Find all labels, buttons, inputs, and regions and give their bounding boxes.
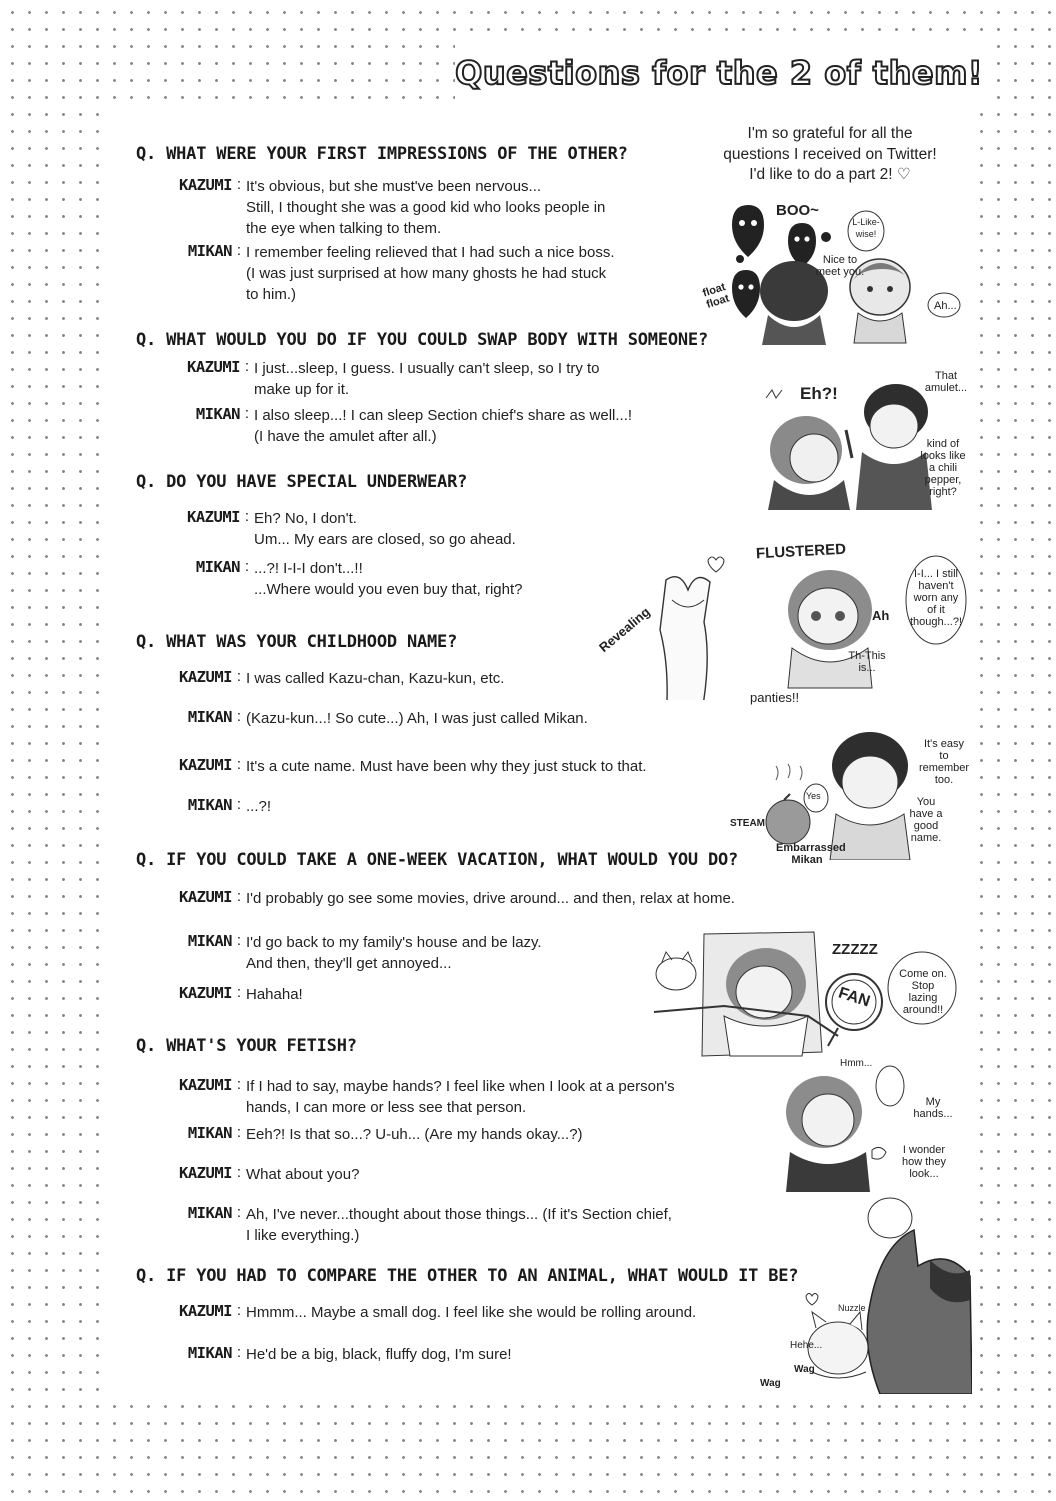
answer-text bbox=[246, 708, 588, 729]
sfx-text: BOO~ bbox=[776, 202, 819, 219]
answer-line: If I had to say, maybe hands? I feel like when I look at a person's bbox=[246, 1078, 675, 1095]
answer-text bbox=[246, 668, 504, 689]
colon-separator: : bbox=[236, 708, 242, 725]
colon-separator: : bbox=[236, 1164, 242, 1181]
question-6: Q. WHAT'S YOUR FETISH? bbox=[136, 1036, 357, 1056]
answer-line: I like everything.) bbox=[246, 1227, 360, 1244]
thought-bubble bbox=[876, 1066, 904, 1106]
answer-row bbox=[160, 756, 647, 777]
intro-line: questions I received on Twitter! bbox=[723, 145, 937, 163]
hand-drawing bbox=[872, 1147, 886, 1159]
speaker-label: MIKAN bbox=[187, 242, 232, 260]
answer-line: Hmmm... Maybe a small dog. I feel like she would be rolling around. bbox=[246, 1304, 697, 1321]
sfx-text: My hands... bbox=[913, 1096, 953, 1120]
colon-separator: : bbox=[236, 1076, 242, 1093]
answer-row bbox=[160, 1302, 696, 1323]
colon-separator: : bbox=[236, 1204, 242, 1221]
answer-row bbox=[168, 405, 632, 447]
orange-icon bbox=[766, 794, 810, 844]
sfx-text: kind of looks like a chili pepper, right? bbox=[920, 438, 966, 498]
mikan-chibi bbox=[786, 1076, 870, 1192]
thought-bubble bbox=[868, 1198, 912, 1238]
answer-text bbox=[246, 1302, 696, 1323]
speaker-label: KAZUMI bbox=[179, 1164, 232, 1182]
answer-line: Um... My ears are closed, so go ahead. bbox=[254, 531, 516, 548]
speaker-label: MIKAN bbox=[187, 1344, 232, 1362]
sfx-text: Nice to meet you. bbox=[815, 254, 865, 278]
sfx-text: ZZZZZ bbox=[832, 941, 878, 958]
sfx-text: I wonder how they look... bbox=[901, 1144, 947, 1180]
answer-line: I just...sleep, I guess. I usually can't sleep, so I try to bbox=[254, 360, 600, 377]
colon-separator: : bbox=[236, 1124, 242, 1141]
speaker-label: KAZUMI bbox=[179, 176, 232, 194]
answer-line: What about you? bbox=[246, 1166, 360, 1183]
answer-text bbox=[254, 358, 600, 400]
answer-text bbox=[254, 558, 522, 600]
speaker-label: KAZUMI bbox=[187, 508, 240, 526]
answer-line: Eh? No, I don't. bbox=[254, 510, 357, 527]
answer-line: I was called Kazu-chan, Kazu-kun, etc. bbox=[246, 670, 505, 687]
speaker-label: MIKAN bbox=[187, 708, 232, 726]
sfx-text: Nuzzle bbox=[838, 1303, 866, 1313]
sfx-text: Wag bbox=[794, 1364, 815, 1375]
sfx-text: That amulet... bbox=[924, 370, 968, 394]
colon-separator: : bbox=[236, 796, 242, 813]
heart-icon bbox=[806, 1294, 818, 1306]
answer-line: I remember feeling relieved that I had such a nice boss. bbox=[246, 244, 615, 261]
colon-separator: : bbox=[236, 668, 242, 685]
answer-text bbox=[246, 1124, 583, 1145]
colon-separator: : bbox=[236, 242, 242, 259]
answer-row bbox=[160, 888, 735, 909]
ghost-icon bbox=[732, 205, 764, 257]
heart-icon bbox=[708, 557, 724, 572]
ghost-icon bbox=[788, 223, 816, 267]
answer-row bbox=[160, 1124, 583, 1145]
sfx-text: STEAM bbox=[730, 818, 765, 829]
colon-separator: : bbox=[236, 1344, 242, 1361]
speaker-label: MIKAN bbox=[187, 1204, 232, 1222]
colon-separator: : bbox=[236, 176, 242, 193]
answer-row bbox=[160, 668, 504, 689]
colon-separator: : bbox=[236, 932, 242, 949]
sfx-text: It's easy to remember too. bbox=[918, 738, 970, 786]
intro-note bbox=[690, 124, 970, 186]
answer-line: It's obvious, but she must've been nervous... bbox=[246, 178, 542, 195]
answer-line: ...?! bbox=[246, 798, 272, 815]
answer-row bbox=[160, 242, 615, 305]
sfx-text: Eh?! bbox=[800, 384, 838, 403]
sfx-text: Th-This is... bbox=[848, 650, 886, 674]
sfx-text: float float bbox=[701, 280, 731, 312]
answer-line: I'd probably go see some movies, drive around... and then, relax at home. bbox=[246, 890, 735, 907]
sfx-text: I-I... I still haven't worn any of it though...?! bbox=[910, 568, 962, 628]
speaker-label: KAZUMI bbox=[179, 1076, 232, 1094]
answer-line: make up for it. bbox=[254, 381, 350, 398]
sfx-text: FLUSTERED bbox=[755, 540, 847, 563]
answer-text bbox=[246, 1204, 672, 1246]
big-black-dog-drawing bbox=[867, 1230, 972, 1394]
answer-row bbox=[168, 508, 516, 550]
answer-line: Ah, I've never...thought about those things... (If it's Section chief, bbox=[246, 1206, 672, 1223]
answer-line: ...Where would you even buy that, right? bbox=[254, 581, 523, 598]
answer-line: the eye when talking to them. bbox=[246, 220, 442, 237]
speaker-label: KAZUMI bbox=[179, 668, 232, 686]
speaker-label: KAZUMI bbox=[179, 1302, 232, 1320]
answer-text bbox=[246, 888, 735, 909]
answer-row bbox=[160, 1164, 359, 1185]
sfx-text: Embarrassed Mikan bbox=[776, 842, 846, 866]
kazumi-chibi bbox=[830, 732, 910, 860]
colon-separator: : bbox=[236, 756, 242, 773]
sfx-text: Ah... bbox=[934, 300, 957, 312]
answer-row bbox=[168, 558, 522, 600]
answer-text bbox=[246, 984, 303, 1005]
sfx-text: Come on. Stop lazing around!! bbox=[899, 968, 947, 1016]
question-5: Q. IF YOU COULD TAKE A ONE-WEEK VACATION, WHAT WOULD YOU DO? bbox=[136, 850, 739, 870]
answer-row bbox=[160, 796, 271, 817]
mikan-chibi bbox=[768, 416, 850, 510]
question-1: Q. WHAT WERE YOUR FIRST IMPRESSIONS OF THE OTHER? bbox=[136, 144, 628, 164]
speaker-label: KAZUMI bbox=[179, 756, 232, 774]
lingerie-drawing bbox=[660, 577, 710, 700]
answer-text bbox=[246, 1076, 675, 1118]
speaker-label: KAZUMI bbox=[179, 984, 232, 1002]
answer-line: I'd go back to my family's house and be lazy. bbox=[246, 934, 542, 951]
sfx-text: Hehe... bbox=[790, 1340, 823, 1351]
sfx-text: Yes bbox=[806, 791, 821, 801]
question-7: Q. IF YOU HAD TO COMPARE THE OTHER TO AN ANIMAL, WHAT WOULD IT BE? bbox=[136, 1266, 799, 1286]
answer-line: to him.) bbox=[246, 286, 297, 303]
amulet-icon bbox=[846, 430, 852, 458]
answer-row bbox=[160, 984, 303, 1005]
sfx-text: You have a good name. bbox=[909, 796, 943, 844]
speaker-label: MIKAN bbox=[195, 405, 240, 423]
answer-row bbox=[160, 708, 588, 729]
answer-text bbox=[246, 1344, 512, 1365]
colon-separator: : bbox=[244, 508, 250, 525]
answer-row bbox=[160, 176, 605, 239]
answer-line: Eeh?! Is that so...? U-uh... (Are my hands okay...?) bbox=[246, 1126, 583, 1143]
speaker-label: MIKAN bbox=[187, 1124, 232, 1142]
answer-line: Still, I thought she was a good kid who looks people in bbox=[246, 199, 606, 216]
page-title: Questions for the 2 of them! bbox=[455, 42, 995, 104]
answer-line: And then, they'll get annoyed... bbox=[246, 955, 452, 972]
answer-line: (Kazu-kun...! So cute...) Ah, I was just called Mikan. bbox=[246, 710, 588, 727]
colon-separator: : bbox=[244, 558, 250, 575]
colon-separator: : bbox=[236, 1302, 242, 1319]
answer-text bbox=[246, 756, 647, 777]
colon-separator: : bbox=[244, 405, 250, 422]
answer-line: hands, I can more or less see that person. bbox=[246, 1099, 527, 1116]
colon-separator: : bbox=[244, 358, 250, 375]
colon-separator: : bbox=[236, 984, 242, 1001]
sfx-text: Ah bbox=[872, 608, 890, 623]
question-2: Q. WHAT WOULD YOU DO IF YOU COULD SWAP BODY WITH SOMEONE? bbox=[136, 330, 708, 350]
answer-line: (I was just surprised at how many ghosts he had stuck bbox=[246, 265, 607, 282]
answer-line: ...?! I-I-I don't...!! bbox=[254, 560, 363, 577]
speaker-label: MIKAN bbox=[187, 932, 232, 950]
question-3: Q. DO YOU HAVE SPECIAL UNDERWEAR? bbox=[136, 472, 468, 492]
sfx-text: FAN bbox=[836, 984, 872, 1011]
answer-text bbox=[246, 176, 605, 239]
intro-line: I'm so grateful for all the bbox=[747, 125, 913, 142]
speaker-label: KAZUMI bbox=[187, 358, 240, 376]
sfx-text: panties!! bbox=[750, 690, 800, 705]
answer-text bbox=[246, 242, 615, 305]
sfx-text: L-Like-wise! bbox=[852, 217, 880, 239]
intro-line: I'd like to do a part 2! ♡ bbox=[749, 166, 911, 183]
sfx-text: Wag bbox=[760, 1378, 781, 1389]
answer-text bbox=[246, 796, 271, 817]
fan-icon bbox=[826, 974, 882, 1046]
speaker-label: KAZUMI bbox=[179, 888, 232, 906]
answer-line: I also sleep...! I can sleep Section chief's share as well...! bbox=[254, 407, 633, 424]
sfx-text: Hmm... bbox=[840, 1058, 873, 1069]
sfx-text: Revealing bbox=[596, 604, 653, 656]
answer-line: He'd be a big, black, fluffy dog, I'm sure! bbox=[246, 1346, 512, 1363]
answer-text bbox=[254, 405, 632, 447]
answer-text bbox=[246, 932, 542, 974]
answer-text bbox=[254, 508, 516, 550]
colon-separator: : bbox=[236, 888, 242, 905]
speaker-label: MIKAN bbox=[187, 796, 232, 814]
answer-row bbox=[160, 1344, 512, 1365]
answer-row bbox=[160, 1204, 672, 1246]
answer-line: It's a cute name. Must have been why they just stuck to that. bbox=[246, 758, 647, 775]
answer-row bbox=[168, 358, 600, 400]
speaker-label: MIKAN bbox=[195, 558, 240, 576]
answer-line: Hahaha! bbox=[246, 986, 303, 1003]
cat-icon bbox=[656, 952, 696, 990]
answer-line: (I have the amulet after all.) bbox=[254, 428, 437, 445]
answer-text bbox=[246, 1164, 359, 1185]
question-4: Q. WHAT WAS YOUR CHILDHOOD NAME? bbox=[136, 632, 458, 652]
answer-row bbox=[160, 932, 542, 974]
answer-row bbox=[160, 1076, 675, 1118]
